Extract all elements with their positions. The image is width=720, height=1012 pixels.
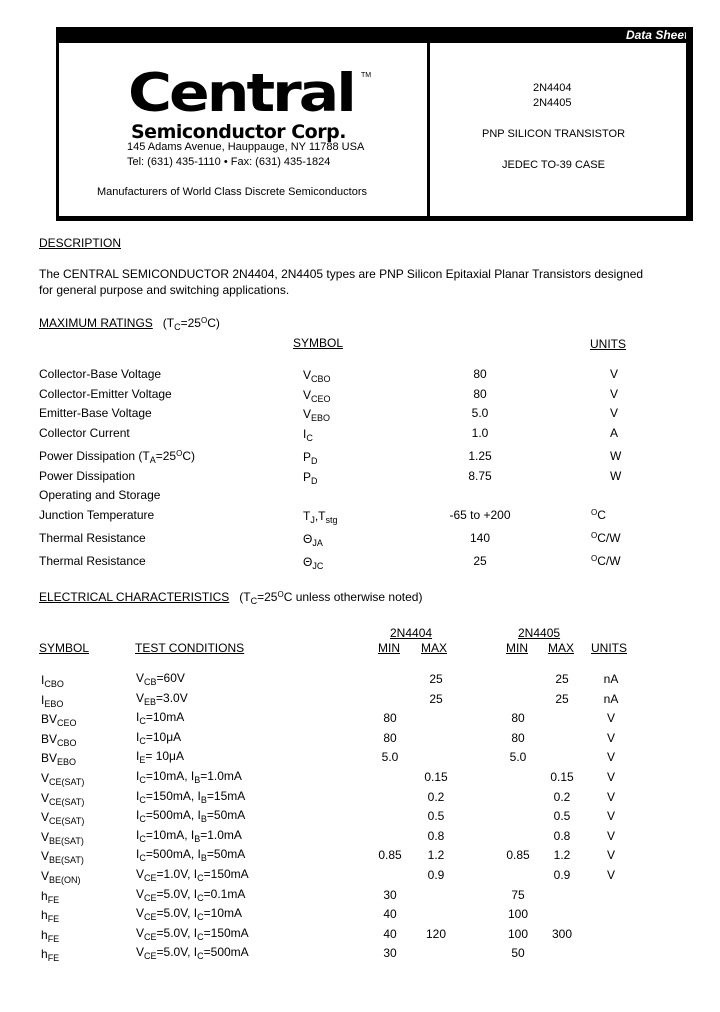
max-rating-symbol: $\Theta_{JA}$ xyxy=(303,532,323,548)
max-rating-symbol: $V_{EBO}$ xyxy=(303,407,331,423)
ec-max2: 0.8 xyxy=(553,829,571,843)
ec-symbol: $h_{FE}$ xyxy=(41,947,60,963)
company-name: Semiconductor Corp. xyxy=(131,121,346,143)
ec-test-condition: $V_{CE}=5.0V$, $I_C=500mA$ xyxy=(136,945,249,961)
electrical-title: ELECTRICAL CHARACTERISTICS ($T_C=25^OC$ unless otherwise noted) xyxy=(39,590,423,606)
ec-test-condition: $I_C=500mA$, $I_B=50mA$ xyxy=(136,808,246,824)
ec-max1: 25 xyxy=(429,672,443,686)
ec-max2: 0.2 xyxy=(553,790,571,804)
max-rating-value: 5.0 xyxy=(471,406,489,420)
ec-test-condition: $V_{CE}=5.0V$, $I_C=150mA$ xyxy=(136,926,249,942)
company-address: 145 Adams Avenue, Hauppauge, NY 11788 USA xyxy=(127,141,365,153)
ec-max1: 0.5 xyxy=(427,809,445,823)
max-rating-value: 140 xyxy=(469,531,491,545)
ec-max1: 120 xyxy=(425,927,447,941)
electrical-min-header-1: MIN xyxy=(378,641,400,655)
max-rating-symbol: $I_C$ xyxy=(303,427,313,443)
ec-symbol: $h_{FE}$ xyxy=(41,908,60,924)
max-rating-unit: $^O$C/W xyxy=(591,554,621,568)
description-line-2: for general purpose and switching applications. xyxy=(39,283,290,297)
ec-min2: 100 xyxy=(507,927,529,941)
ec-max1: 0.9 xyxy=(427,868,445,882)
ec-test-condition: $V_{CB}=60V$ xyxy=(136,671,185,687)
max-rating-param: Collector-Base Voltage xyxy=(39,367,162,381)
ec-test-condition: $I_C=10\mu A$ xyxy=(136,730,182,746)
max-rating-param: Collector-Emitter Voltage xyxy=(39,387,172,401)
max-rating-value: 25 xyxy=(473,554,487,568)
ec-symbol: $V_{BE(SAT)}$ xyxy=(41,849,84,865)
ec-unit: nA xyxy=(603,672,619,686)
max-rating-symbol: $P_D$ xyxy=(303,470,318,486)
ec-min2: 80 xyxy=(511,711,525,725)
electrical-part-1-header: 2N4404 xyxy=(390,626,433,640)
ec-symbol: $V_{BE(SAT)}$ xyxy=(41,830,84,846)
electrical-min-header-2: MIN xyxy=(506,641,528,655)
max-rating-unit: V xyxy=(610,367,619,381)
max-rating-unit: W xyxy=(610,469,622,483)
ec-symbol: $h_{FE}$ xyxy=(41,928,60,944)
max-rating-param: Junction Temperature xyxy=(39,508,155,522)
ec-unit: V xyxy=(606,829,615,843)
ec-min2: 0.85 xyxy=(506,848,530,862)
part-number-2: 2N4405 xyxy=(533,97,572,109)
max-rating-param: Power Dissipation xyxy=(39,469,136,483)
ec-test-condition: $V_{CE}=5.0V$, $I_C=0.1mA$ xyxy=(136,887,246,903)
ec-max2: 300 xyxy=(551,927,573,941)
ec-max1: 0.2 xyxy=(427,790,445,804)
ec-unit: V xyxy=(606,711,615,725)
ec-min1: 30 xyxy=(383,946,397,960)
max-ratings-title: MAXIMUM RATINGS $(T_C=25^OC)$ xyxy=(39,316,220,332)
max-rating-unit: W xyxy=(610,449,622,463)
max-rating-param: Thermal Resistance xyxy=(39,531,146,545)
ec-min1: 0.85 xyxy=(378,848,402,862)
ec-test-condition: $I_E= 10\mu A$ xyxy=(136,749,184,765)
ec-unit: V xyxy=(606,809,615,823)
ec-symbol: $h_{FE}$ xyxy=(41,889,60,905)
ec-test-condition: $I_C=150mA$, $I_B=15mA$ xyxy=(136,789,246,805)
max-rating-symbol: $\Theta_{JC}$ xyxy=(303,555,324,571)
max-rating-param: Thermal Resistance xyxy=(39,554,146,568)
ec-symbol: $BV_{EBO}$ xyxy=(41,751,77,767)
case-type: JEDEC TO-39 CASE xyxy=(502,159,605,171)
ec-test-condition: $V_{CE}=1.0V$, $I_C=150mA$ xyxy=(136,867,249,883)
max-rating-unit: V xyxy=(610,406,619,420)
description-heading: DESCRIPTION xyxy=(39,236,122,250)
max-rating-value: 8.75 xyxy=(468,469,492,483)
ec-max1: 25 xyxy=(429,692,443,706)
ec-min1: 40 xyxy=(383,907,397,921)
ec-min2: 50 xyxy=(511,946,525,960)
ec-max2: 25 xyxy=(555,672,569,686)
ec-symbol: $V_{CE(SAT)}$ xyxy=(41,791,85,807)
max-rating-unit: A xyxy=(610,426,619,440)
data-sheet-badge: Data Sheet xyxy=(625,28,688,42)
max-ratings-units-header: UNITS xyxy=(590,337,626,351)
ec-min1: 80 xyxy=(383,711,397,725)
ec-min1: 5.0 xyxy=(381,750,399,764)
ec-max1: 1.2 xyxy=(427,848,445,862)
max-rating-value: 1.0 xyxy=(471,426,489,440)
ec-min2: 75 xyxy=(511,888,525,902)
ec-max2: 0.5 xyxy=(553,809,571,823)
max-rating-param: Power Dissipation $(T_A=25^OC)$ xyxy=(39,449,195,465)
max-rating-symbol: $V_{CEO}$ xyxy=(303,388,331,404)
electrical-test-header: TEST CONDITIONS xyxy=(135,641,245,655)
ec-max1: 0.15 xyxy=(424,770,448,784)
electrical-symbol-header: SYMBOL xyxy=(39,641,90,655)
ec-min1: 40 xyxy=(383,927,397,941)
max-rating-symbol: $T_J,T_{stg}$ xyxy=(303,509,338,525)
company-tagline: Manufacturers of World Class Discrete Semiconductors xyxy=(97,186,368,198)
max-rating-param: Operating and Storage xyxy=(39,488,161,502)
ec-symbol: $I_{CBO}$ xyxy=(41,673,64,689)
header-shadow-right xyxy=(689,27,693,220)
max-rating-unit: $^O$C/W xyxy=(591,531,621,545)
ec-symbol: $BV_{CBO}$ xyxy=(41,732,77,748)
max-rating-param: Emitter-Base Voltage xyxy=(39,406,152,420)
trademark-mark: TM xyxy=(361,72,372,79)
ec-max2: 25 xyxy=(555,692,569,706)
company-phone: Tel: (631) 435-1110 • Fax: (631) 435-1824 xyxy=(127,156,331,168)
ec-symbol: $V_{CE(SAT)}$ xyxy=(41,810,85,826)
ec-unit: V xyxy=(606,868,615,882)
ec-unit: V xyxy=(606,790,615,804)
ec-min1: 80 xyxy=(383,731,397,745)
ec-unit: V xyxy=(606,731,615,745)
ec-test-condition: $I_C=10mA$ xyxy=(136,710,185,726)
max-rating-param: Collector Current xyxy=(39,426,130,440)
ec-unit: nA xyxy=(603,692,619,706)
ec-unit: V xyxy=(606,750,615,764)
ec-symbol: $V_{CE(SAT)}$ xyxy=(41,771,85,787)
company-logo: Central xyxy=(128,62,354,125)
header-shadow-bottom xyxy=(56,216,693,221)
description-line-1: The CENTRAL SEMICONDUCTOR 2N4404, 2N4405 types are PNP Silicon Epitaxial Planar Transistors designed xyxy=(39,267,644,281)
ec-test-condition: $I_C=10mA$, $I_B=1.0mA$ xyxy=(136,769,242,785)
header-divider xyxy=(427,43,430,219)
max-rating-unit: V xyxy=(610,387,619,401)
ec-min2: 100 xyxy=(507,907,529,921)
transistor-type: PNP SILICON TRANSISTOR xyxy=(482,128,626,140)
electrical-part-2-header: 2N4405 xyxy=(518,626,561,640)
ec-test-condition: $V_{EB}=3.0V$ xyxy=(136,691,188,707)
max-rating-value: 80 xyxy=(473,367,487,381)
max-rating-symbol: $V_{CBO}$ xyxy=(303,368,331,384)
max-rating-value: 1.25 xyxy=(468,449,492,463)
electrical-heading: ELECTRICAL CHARACTERISTICS xyxy=(39,590,230,604)
ec-symbol: $BV_{CEO}$ xyxy=(41,712,77,728)
max-ratings-symbol-header: SYMBOL xyxy=(293,336,344,350)
ec-max2: 1.2 xyxy=(553,848,571,862)
electrical-max-header-2: MAX xyxy=(548,641,575,655)
max-rating-unit: $^O$C xyxy=(591,508,606,522)
max-rating-value: 80 xyxy=(473,387,487,401)
ec-max2: 0.9 xyxy=(553,868,571,882)
part-number-1: 2N4404 xyxy=(533,82,572,94)
ec-unit: V xyxy=(606,848,615,862)
ec-symbol: $I_{EBO}$ xyxy=(41,693,64,709)
electrical-max-header-1: MAX xyxy=(421,641,448,655)
electrical-units-header: UNITS xyxy=(591,641,627,655)
ec-min2: 5.0 xyxy=(509,750,527,764)
ec-test-condition: $V_{CE}=5.0V$, $I_C=10mA$ xyxy=(136,906,242,922)
max-ratings-heading: MAXIMUM RATINGS xyxy=(39,316,153,330)
max-rating-symbol: $P_D$ xyxy=(303,450,318,466)
ec-test-condition: $I_C=500mA$, $I_B=50mA$ xyxy=(136,847,246,863)
ec-unit: V xyxy=(606,770,615,784)
ec-max1: 0.8 xyxy=(427,829,445,843)
max-rating-value: -65 to +200 xyxy=(449,508,511,522)
ec-max2: 0.15 xyxy=(550,770,574,784)
ec-min1: 30 xyxy=(383,888,397,902)
ec-symbol: $V_{BE(ON)}$ xyxy=(41,869,81,885)
ec-test-condition: $I_C=10mA$, $I_B=1.0mA$ xyxy=(136,828,242,844)
ec-min2: 80 xyxy=(511,731,525,745)
